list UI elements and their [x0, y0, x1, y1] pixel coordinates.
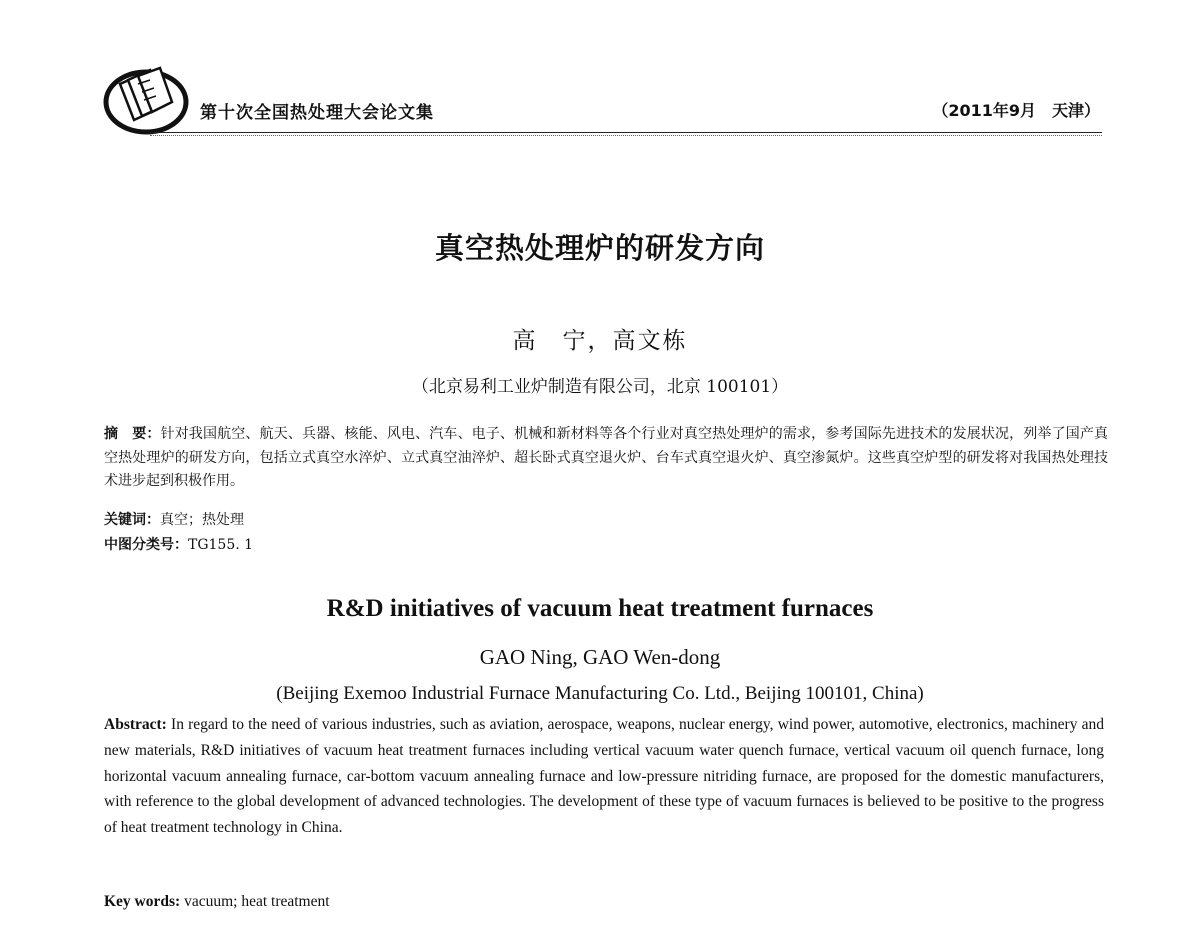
- abstract-en: [104, 712, 1104, 841]
- abstract-text-en: In regard to the need of various industries, such as aviation, aerospace, weapons, nuclear energy, wind power, automotive, electronics, machinery and new materials, R&D initiatives of vacuum heat treatment furnaces including vertical vacuum water quench furnace, vertical vacuum oil quench furnace, long horizontal vacuum annealing furnace, car-bottom vacuum annealing furnace and low-pressure nitriding furnace, are proposed for the domestic manufacturers, with reference to the global development of advanced technologies. The development of these type of vacuum furnaces is believed to be positive to the progress of heat treatment technology in China.: [104, 716, 1105, 837]
- abstract-label-en: Abstract:: [104, 716, 167, 733]
- paper-title-en: R&D initiatives of vacuum heat treatment furnaces: [326, 595, 874, 622]
- conference-logo-icon: [98, 62, 198, 136]
- abstract-cn: [104, 423, 1108, 494]
- keywords-text-cn: 真空；热处理: [160, 512, 244, 528]
- classification-label: 中图分类号：: [104, 537, 188, 553]
- keywords-label-cn: 关键词：: [104, 512, 160, 528]
- abstract-label-cn: 摘 要：: [104, 426, 161, 442]
- classification-number: TG155. 1: [188, 537, 254, 553]
- conference-date-location: （2011年9月 天津）: [932, 101, 1100, 120]
- affiliation-en: (Beijing Exemoo Industrial Furnace Manufacturing Co. Ltd., Beijing 100101, China): [276, 683, 924, 704]
- paper-title-cn: 真空热处理炉的研发方向: [434, 231, 765, 265]
- keywords-en: [104, 893, 330, 911]
- keywords-cn: [104, 509, 244, 529]
- authors-cn: 高 宁，高文栋: [512, 328, 688, 354]
- affiliation-cn: （北京易利工业炉制造有限公司，北京 100101）: [411, 377, 789, 397]
- classification-cn: [104, 534, 253, 554]
- header-divider-dotted: [150, 135, 1102, 136]
- authors-en: GAO Ning, GAO Wen-dong: [479, 645, 721, 669]
- abstract-text-cn: 针对我国航空、航天、兵器、核能、风电、汽车、电子、机械和新材料等各个行业对真空热处理炉的需求，参考国际先进技术的发展状况，列举了国产真空热处理炉的研发方向，包括立式真空水淬炉、立式真空油淬炉、超长卧式真空退火炉、台车式真空退火炉、真空渗氮炉。这些真空炉型的研发将对我国热处理技术进步起到积极作用。: [104, 426, 1109, 489]
- header-divider: [150, 132, 1102, 133]
- keywords-label-en: Key words:: [104, 893, 181, 910]
- keywords-text-en: vacuum; heat treatment: [184, 893, 330, 910]
- conference-title: 第十次全国热处理大会论文集: [200, 103, 434, 123]
